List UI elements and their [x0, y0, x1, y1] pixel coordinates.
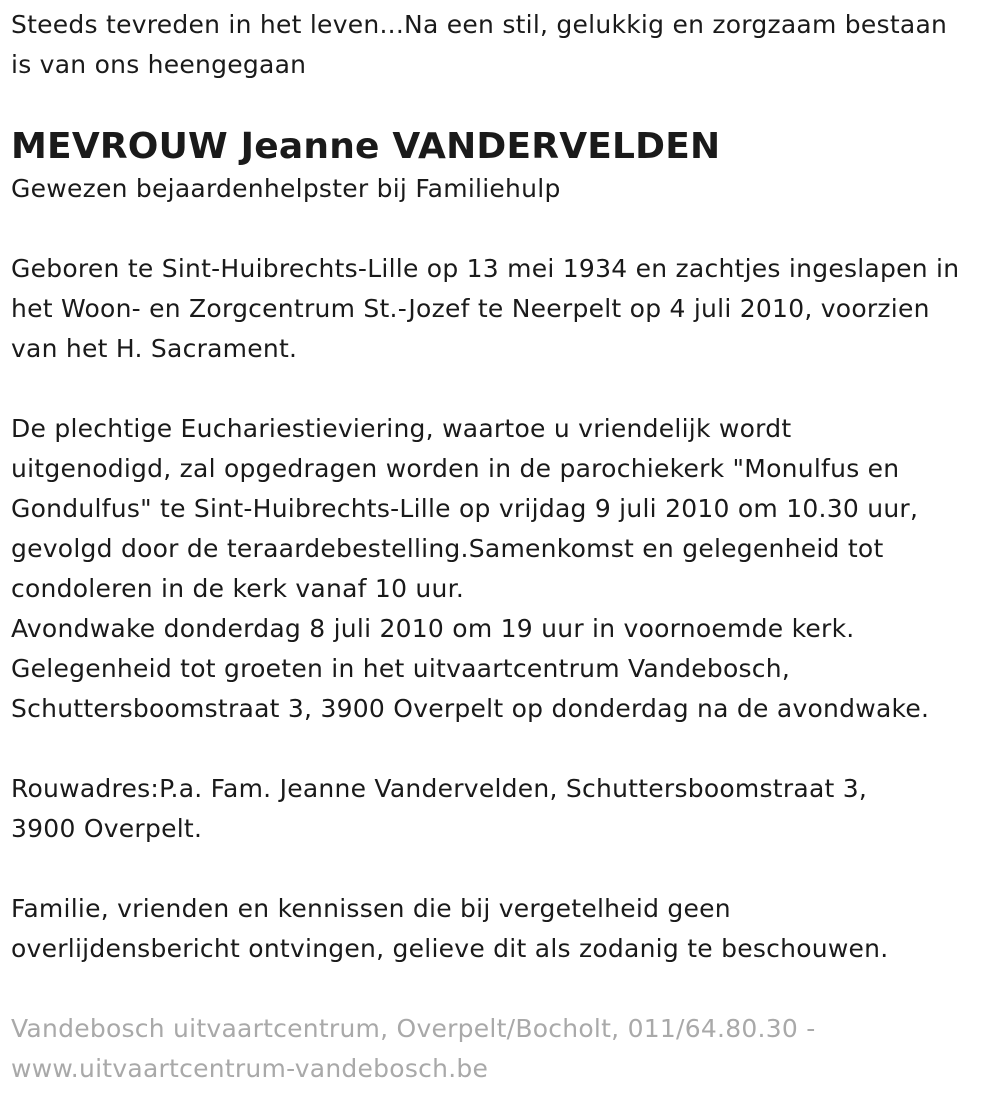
- paragraph-line: het Woon- en Zorgcentrum St.-Jozef te Neerpelt op 4 juli 2010, voorzien: [11, 294, 930, 323]
- spacer: [11, 969, 996, 1009]
- spacer: [11, 729, 996, 769]
- spacer: [11, 849, 996, 889]
- paragraph-line: uitgenodigd, zal opgedragen worden in de parochiekerk "Monulfus en: [11, 454, 900, 483]
- paragraph-line: Familie, vrienden en kennissen die bij vergetelheid geen: [11, 894, 731, 923]
- family-notice: [11, 889, 996, 969]
- footer-line: Vandebosch uitvaartcentrum, Overpelt/Bocholt, 011/64.80.30 -: [11, 1014, 816, 1043]
- intro-line: Steeds tevreden in het leven...Na een stil, gelukkig en zorgzaam bestaan: [11, 10, 948, 39]
- paragraph-line: condoleren in de kerk vanaf 10 uur.: [11, 574, 465, 603]
- spacer: [11, 209, 996, 249]
- paragraph-line: gevolgd door de teraardebestelling.Samenkomst en gelegenheid tot: [11, 534, 884, 563]
- paragraph-line: Schuttersboomstraat 3, 3900 Overpelt op donderdag na de avondwake.: [11, 694, 930, 723]
- paragraph-line: Gondulfus" te Sint-Huibrechts-Lille op vrijdag 9 juli 2010 om 10.30 uur,: [11, 494, 919, 523]
- paragraph-line: Gelegenheid tot groeten in het uitvaartcentrum Vandebosch,: [11, 654, 791, 683]
- spacer: [11, 369, 996, 409]
- footer-line: www.uitvaartcentrum-vandebosch.be: [11, 1054, 489, 1083]
- paragraph-line: overlijdensbericht ontvingen, gelieve dit als zodanig te beschouwen.: [11, 934, 889, 963]
- paragraph-line: Geboren te Sint-Huibrechts-Lille op 13 mei 1934 en zachtjes ingeslapen in: [11, 254, 960, 283]
- funeral-home-footer: [11, 1009, 996, 1089]
- deceased-occupation: Gewezen bejaardenhelpster bij Familiehulp: [11, 174, 561, 203]
- paragraph-line: De plechtige Euchariestieviering, waartoe u vriendelijk wordt: [11, 414, 792, 443]
- paragraph-line: Rouwadres:P.a. Fam. Jeanne Vandervelden, Schuttersboomstraat 3,: [11, 774, 868, 803]
- deceased-name: MEVROUW Jeanne VANDERVELDEN: [11, 126, 721, 167]
- paragraph-line: van het H. Sacrament.: [11, 334, 298, 363]
- mourning-address: [11, 769, 996, 849]
- ceremony-paragraph: [11, 409, 996, 729]
- paragraph-line: 3900 Overpelt.: [11, 814, 203, 843]
- paragraph-line: Avondwake donderdag 8 juli 2010 om 19 uur in voornoemde kerk.: [11, 614, 855, 643]
- intro-line: is van ons heengegaan: [11, 50, 307, 79]
- birth-death-paragraph: [11, 249, 996, 369]
- intro-quote: [11, 5, 996, 85]
- obituary-notice: [11, 0, 996, 1089]
